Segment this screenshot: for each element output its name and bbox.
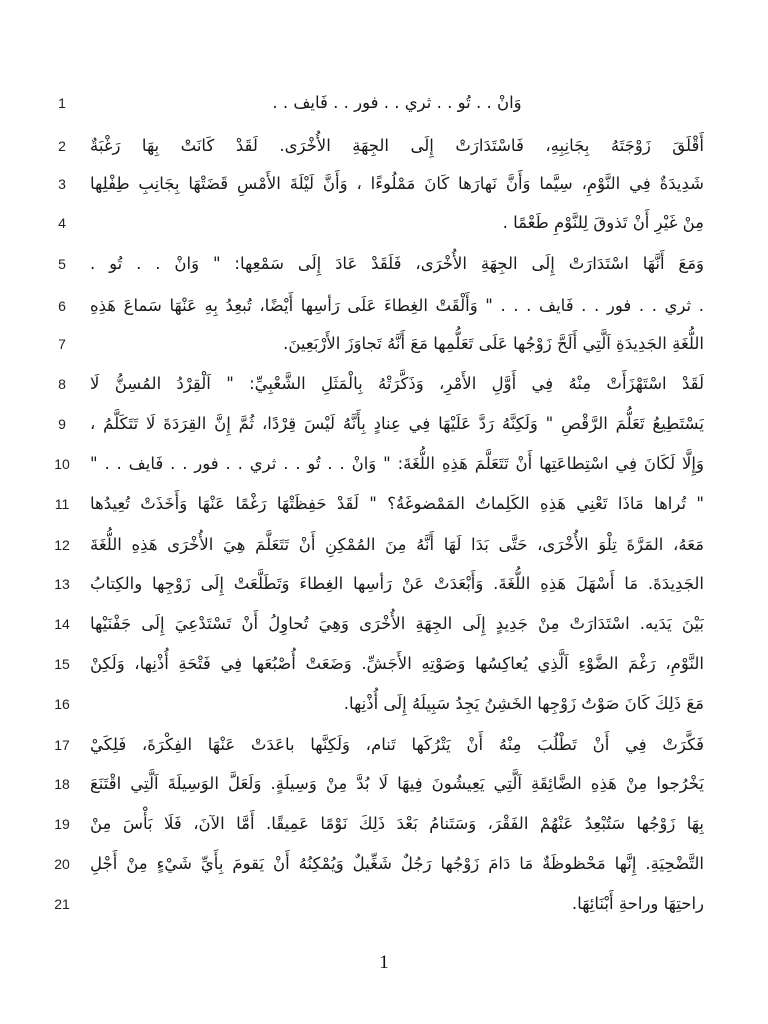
line-number: 1 (58, 95, 66, 111)
line-text: وَانْ . . تُو . . ثري . . فور . . فَايف . . (272, 93, 522, 112)
line-text: شَدِيدَةٌ فِي النَّوْمِ، سِيَّما وَأَنَّ نَهارَها كَانَ مَمْلُوءًا ، وَأَنَّ لَيْلَةَ الأَمْسِ قَضَتْهَا بِجَانِبِ طِفْلِها (90, 174, 704, 193)
line-number: 13 (54, 576, 70, 592)
line-number: 14 (54, 616, 70, 632)
line-number: 21 (54, 896, 70, 912)
line-number: 11 (54, 496, 70, 512)
text-line (0, 605, 768, 643)
text-line (0, 726, 768, 764)
line-text: وَمَعَ أَنَّهَا اسْتَدَارَتْ إِلَى الجِهَةِ الأُخْرَى، فَلَقَدْ عَادَ إِلَى سَمْعِها: " وَانْ . . تُو . (90, 254, 704, 273)
line-text: راحتِهَا وراحةِ أَبْنَائِهَا. (571, 894, 704, 913)
line-number: 4 (58, 215, 66, 231)
line-text: " تُراها مَاذَا تَعْنِي هَذِهِ الكَلِماتُ المَمْضوغَةُ؟ " لَقَدْ حَفِظَتْهَا رَغْمًا عَنْهَا وَأَخَذَتْ تُعِيدُها (90, 494, 704, 513)
text-line (0, 165, 768, 203)
text-line (0, 805, 768, 843)
line-number: 8 (58, 376, 66, 392)
line-text: وَإِلَّا لَكَانَ فِي اسْتِطاعَتِها أَنْ تَتَعَلَّمَ هَذِهِ اللُّغَةَ: " وَانْ . . تُو . . ثري . . فور . . فَايف . . " (90, 454, 704, 473)
line-number: 5 (58, 256, 66, 272)
text-line (0, 84, 768, 122)
line-text: مِنْ غَيْرِ أَنْ تَذوقَ لِلنَّوْمِ طَعْمًا . (502, 213, 704, 232)
text-line (0, 325, 768, 363)
line-text: اللُّغَةِ الجَدِيدَةِ اَلَّتِي أَلَحَّ زَوْجُها عَلَى تَعَلُّمِها مَعَ أَنَّهُ تَجاوَزَ الأَرْبَعِينَ. (283, 334, 704, 353)
line-number: 20 (54, 856, 70, 872)
line-number: 3 (58, 176, 66, 192)
line-number: 12 (54, 537, 70, 553)
line-number: 19 (54, 816, 70, 832)
text-line (0, 445, 768, 483)
line-number: 2 (58, 138, 66, 154)
line-text: يَخْرُجوا مِنْ هَذِهِ الضَّائِقَةِ اَلَّتِي يَعِيشُونَ فِيهَا لَا بُدَّ مِنْ وَسِيلَةٍ. وَلَعَلَّ الوَسِيلَةَ اَلَّتِي اقْتَنَعَ (90, 774, 704, 793)
line-number: 9 (58, 416, 66, 432)
text-line (0, 526, 768, 564)
line-text: أَقْلَقَ زَوْجَتَهُ بِجَانِبِهِ، فَاسْتَدَارَتْ إِلَى الجِهَةِ الأُخْرَى. لَقَدْ كَانَتْ بِهَا رَغْبَةٌ (90, 136, 704, 155)
text-line (0, 287, 768, 325)
text-line (0, 245, 768, 283)
text-line (0, 204, 768, 242)
line-number: 10 (54, 456, 70, 472)
line-text: بِهَا زَوْجُها سَتُبْعِدُ عَنْهُمْ الفَقْرَ، وَسَتَنامُ بَعْدَ ذَلِكَ نَوْمًا عَمِيقًا. أَمَّا الآنَ، فَلَا بَأْسَ مِنْ (90, 814, 704, 833)
line-text: . ثري . . فور . . فَايف . . . " وَأَلْقَتْ الغِطاءَ عَلَى رَأسِها أَيْضًا، تُبعِدُ بِهِ عَنْهَا سَماعَ هَذِهِ (90, 296, 704, 315)
line-number: 15 (54, 656, 70, 672)
text-line (0, 565, 768, 603)
line-number: 7 (58, 336, 66, 352)
text-line (0, 127, 768, 165)
text-line (0, 645, 768, 683)
text-line (0, 885, 768, 923)
text-line (0, 365, 768, 403)
page-number: 1 (379, 952, 389, 973)
line-number: 16 (54, 696, 70, 712)
line-text: النَّوْمِ، رَغْمَ الضَّوْءِ اَلَّذِي يُعاكِسُها وَصَوْتِهِ الأَجَشِّ. وَضَعَتْ أُصْبُعَها فِي فَتْحَةِ أُذْنِها، وَلَكِنْ (90, 654, 704, 673)
text-line (0, 765, 768, 803)
text-line (0, 405, 768, 443)
text-line (0, 845, 768, 883)
text-line (0, 685, 768, 723)
text-line (0, 485, 768, 523)
line-text: لَقَدْ اسْتَهْزَأَتْ مِنْهُ فِي أَوَّلِ الأَمْرِ، وَذَكَّرَتْهُ بِالْمَثَلِ الشَّعْبِيِّ: " اَلْقِرْدُ المُسِنُّ لَا (90, 374, 704, 393)
line-text: الجَدِيدَةَ. مَا أَسْهَلَ هَذِهِ اللُّغَةَ. وَأَبْعَدَتْ عَنْ رَأسِها الغِطاءَ وَتَطَلَّعَتْ إِلَى زَوْجِها والكِتابُ (90, 574, 704, 593)
line-text: يَسْتَطِيعُ تَعَلُّمَ الرَّقْصِ " وَلَكِنَّهُ رَدَّ عَلَيْهَا فِي عِنادٍ بِأَنَّهُ لَيْسَ قِرْدًا، ثُمَّ إِنَّ القِرَدَةَ لَا تَتَكَلَّمُ ، (90, 414, 704, 433)
line-text: مَعَ ذَلِكَ كَانَ صَوْتُ زَوْجِها الخَشِنُ يَجِدُ سَبِيلَهُ إِلَى أُذْنِها. (343, 694, 704, 713)
line-number: 6 (58, 298, 66, 314)
line-text: بَيْنَ يَدَيه. اسْتَدَارَتْ مِنْ جَدِيدٍ إِلَى الجِهَةِ الأُخْرَى وَهِيَ تُحاوِلُ أَنْ تَسْتَدْعِيَ إِلَى جَفْنَيْها (90, 614, 704, 633)
line-number: 17 (54, 737, 70, 753)
line-text: مَعَهُ، المَرَّةَ تِلْوَ الأُخْرَى، حَتَّى بَدَا لَهَا أَنَّهُ مِنَ المُمْكِنِ أَنْ تَتَعَلَّمَ هِيَ الأُخْرَى هَذِهِ اللُّغَةَ (90, 535, 704, 554)
line-text: فَكَّرَتْ فِي أَنْ تَطْلُبَ مِنْهُ أَنْ يَتْرُكَها تَنام، وَلَكِنَّها باعَدَتْ عَنْهَا الفِكْرَةَ، فَلِكَيْ (90, 735, 704, 754)
line-number: 18 (54, 776, 70, 792)
line-text: التَّضْحِيَةِ. إِنَّها مَحْظوظَةٌ مَا دَامَ زَوْجُها رَجُلٌ شَغِّيلٌ وَيُمْكِنُهُ أَنْ يَقومَ بِأَيِّ شَيْءٍ مِنْ أَجْلِ (90, 854, 704, 873)
